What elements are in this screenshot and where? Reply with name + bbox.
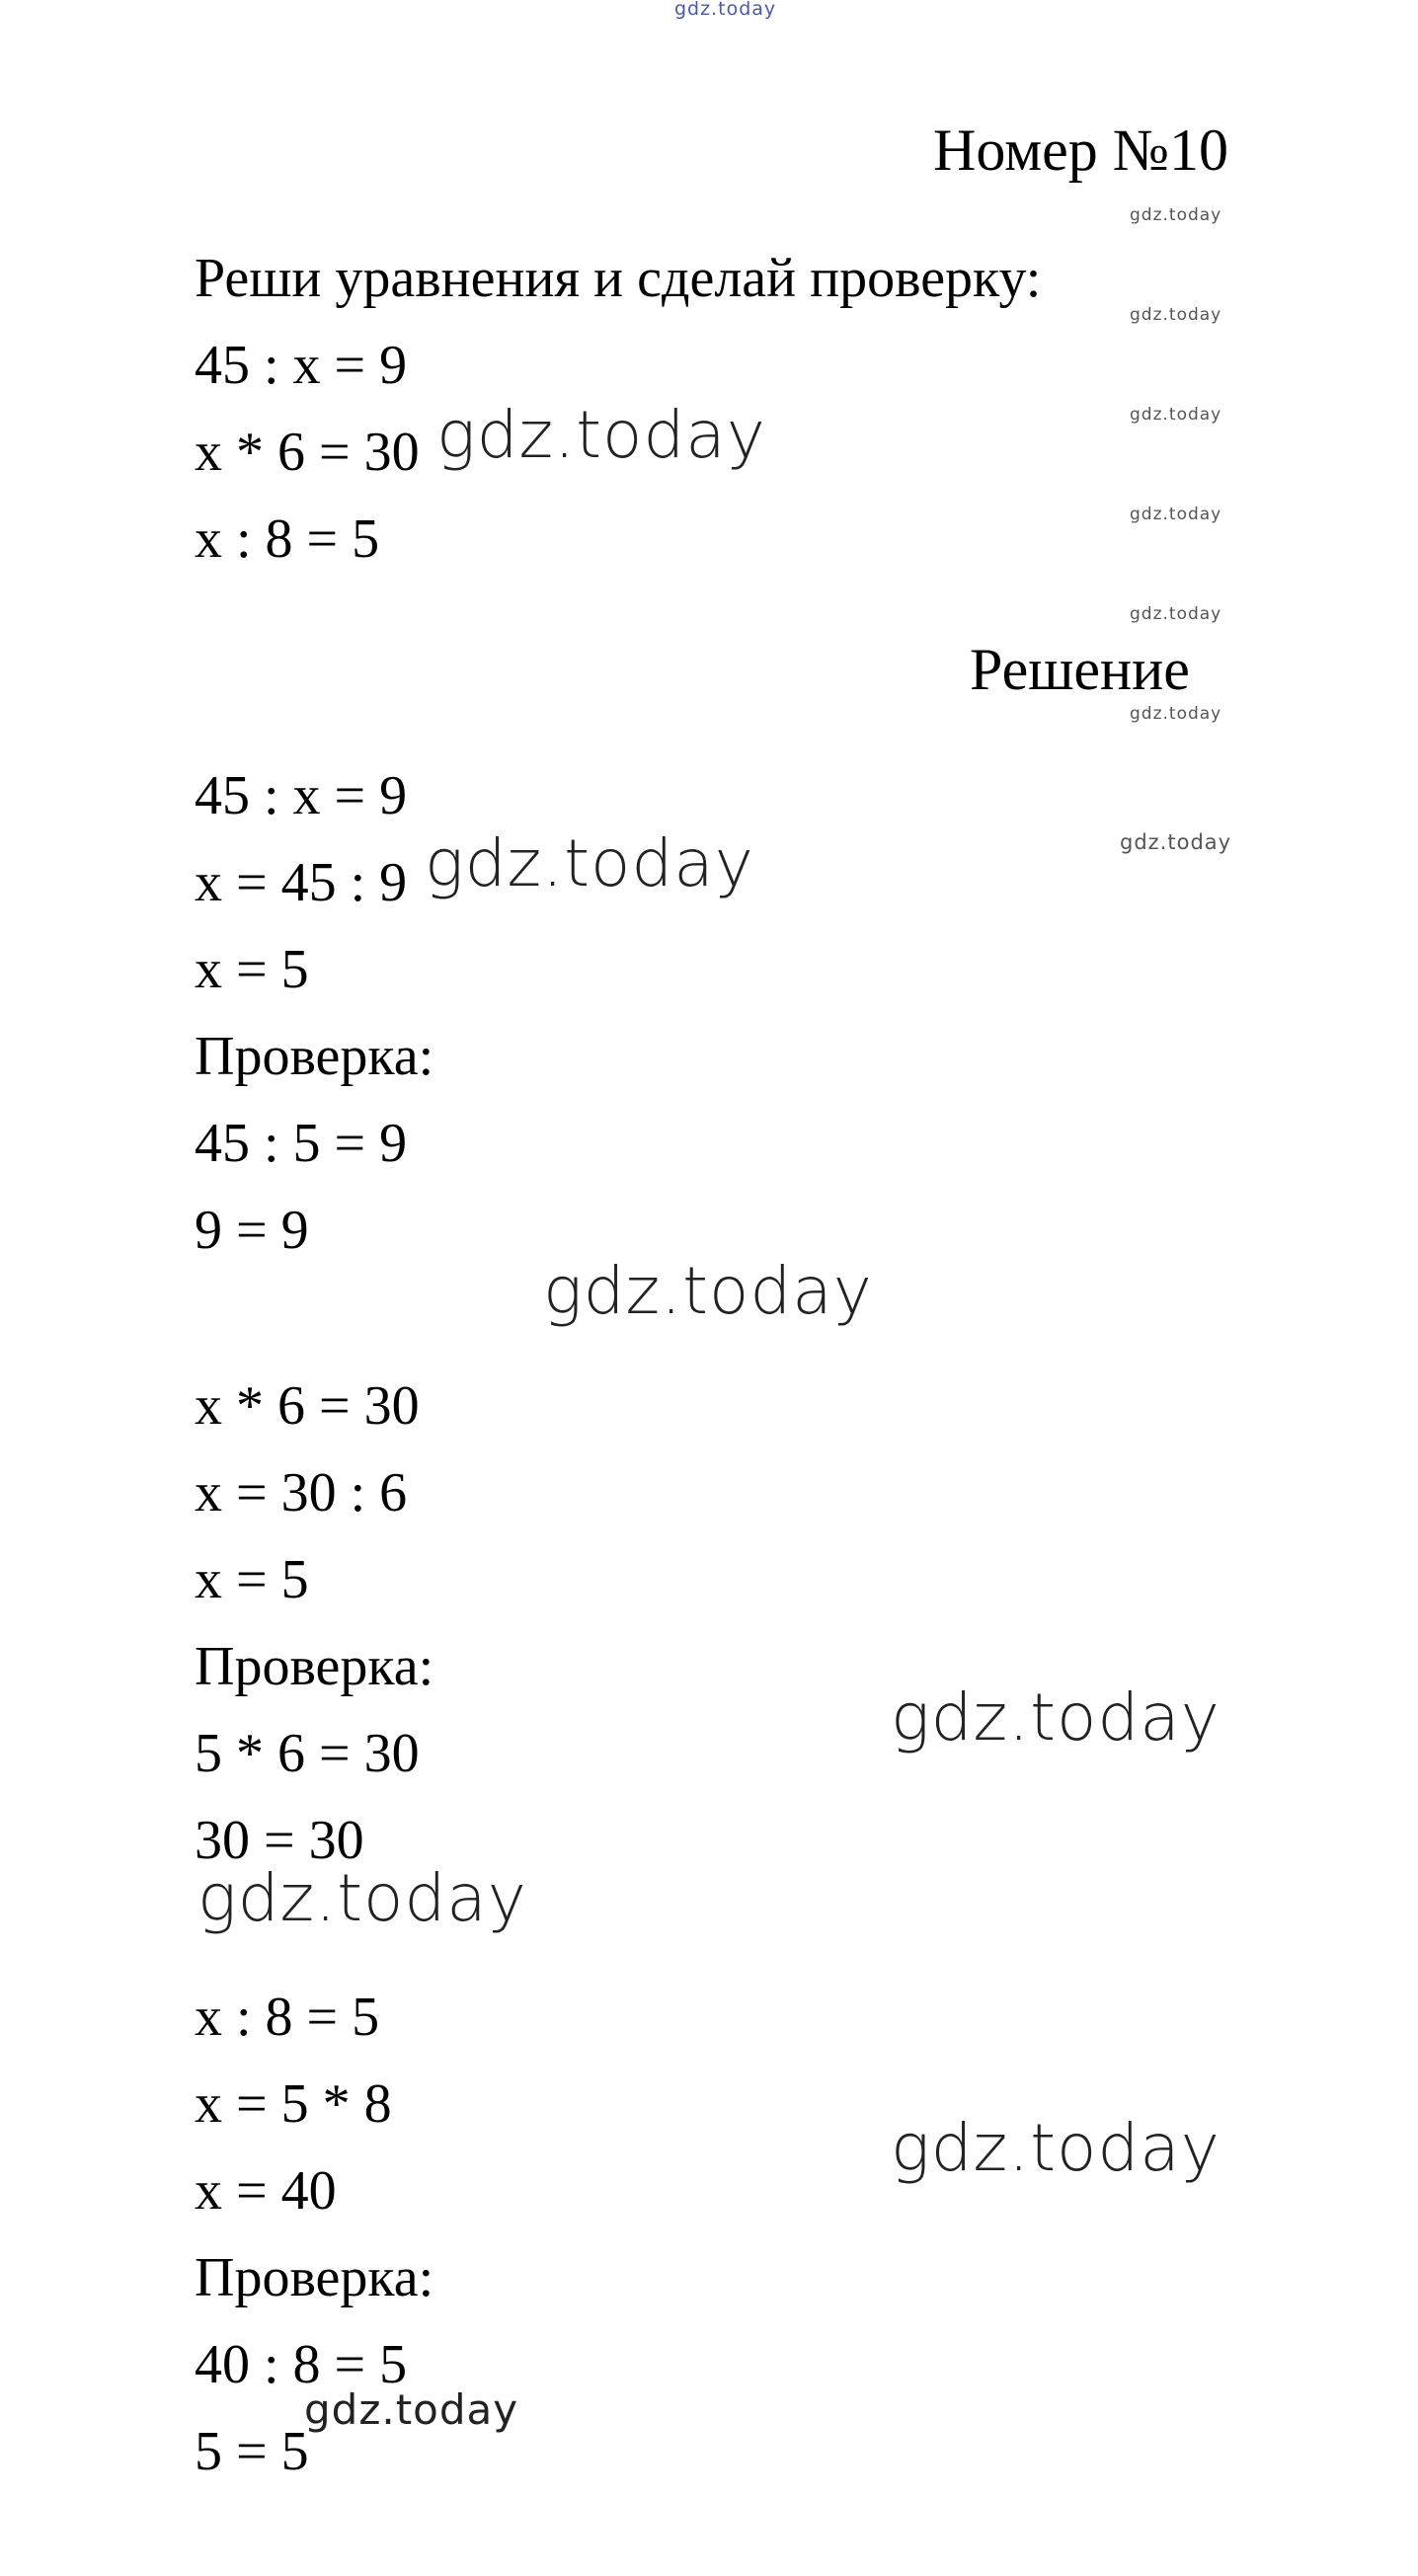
solution-3-line-1: x : 8 = 5 bbox=[195, 1987, 380, 2048]
watermark: gdz.today bbox=[425, 825, 754, 901]
watermark: gdz.today bbox=[543, 1253, 873, 1329]
solution-3-line-3: x = 40 bbox=[195, 2160, 337, 2222]
watermark: gdz.today bbox=[1130, 405, 1222, 425]
solution-2-line-1: x * 6 = 30 bbox=[195, 1375, 420, 1437]
solution-2-check-label: Проверка: bbox=[195, 1636, 434, 1697]
watermark: gdz.today bbox=[891, 2110, 1221, 2186]
watermark: gdz.today bbox=[436, 397, 766, 473]
equation-2: x * 6 = 30 bbox=[195, 422, 420, 483]
solution-3-check-label: Проверка: bbox=[195, 2247, 434, 2308]
watermark: gdz.today bbox=[1120, 830, 1232, 854]
watermark: gdz.today bbox=[1130, 305, 1222, 325]
solution-2-line-3: x = 5 bbox=[195, 1549, 309, 1610]
solution-1-check-2: 9 = 9 bbox=[195, 1200, 309, 1261]
solution-2-check-2: 30 = 30 bbox=[195, 1810, 364, 1871]
solution-1-line-3: x = 5 bbox=[195, 939, 309, 1000]
equation-1: 45 : x = 9 bbox=[195, 335, 408, 396]
task-statement: Реши уравнения и сделай проверку: bbox=[195, 248, 1042, 309]
watermark: gdz.today bbox=[1130, 505, 1222, 524]
equation-3: x : 8 = 5 bbox=[195, 508, 380, 570]
solution-3-check-2: 5 = 5 bbox=[195, 2421, 309, 2482]
solution-1-check-label: Проверка: bbox=[195, 1026, 434, 1087]
watermark: gdz.today bbox=[891, 1679, 1221, 1756]
watermark: gdz.today bbox=[674, 0, 777, 20]
solution-1-check-1: 45 : 5 = 9 bbox=[195, 1113, 408, 1174]
watermark: gdz.today bbox=[1130, 205, 1222, 225]
watermark: gdz.today bbox=[1130, 604, 1222, 624]
solution-title: Решение bbox=[970, 637, 1190, 702]
page-title: Номер №10 bbox=[933, 117, 1229, 183]
solution-1-line-2: x = 45 : 9 bbox=[195, 852, 408, 913]
watermark: gdz.today bbox=[197, 1860, 527, 1936]
watermark: gdz.today bbox=[1130, 704, 1222, 724]
solution-2-line-2: x = 30 : 6 bbox=[195, 1462, 408, 1523]
solution-2-check-1: 5 * 6 = 30 bbox=[195, 1723, 420, 1784]
watermark: gdz.today bbox=[304, 2385, 519, 2434]
solution-3-line-2: x = 5 * 8 bbox=[195, 2073, 392, 2135]
solution-1-line-1: 45 : x = 9 bbox=[195, 765, 408, 826]
solution-3-check-1: 40 : 8 = 5 bbox=[195, 2334, 408, 2395]
